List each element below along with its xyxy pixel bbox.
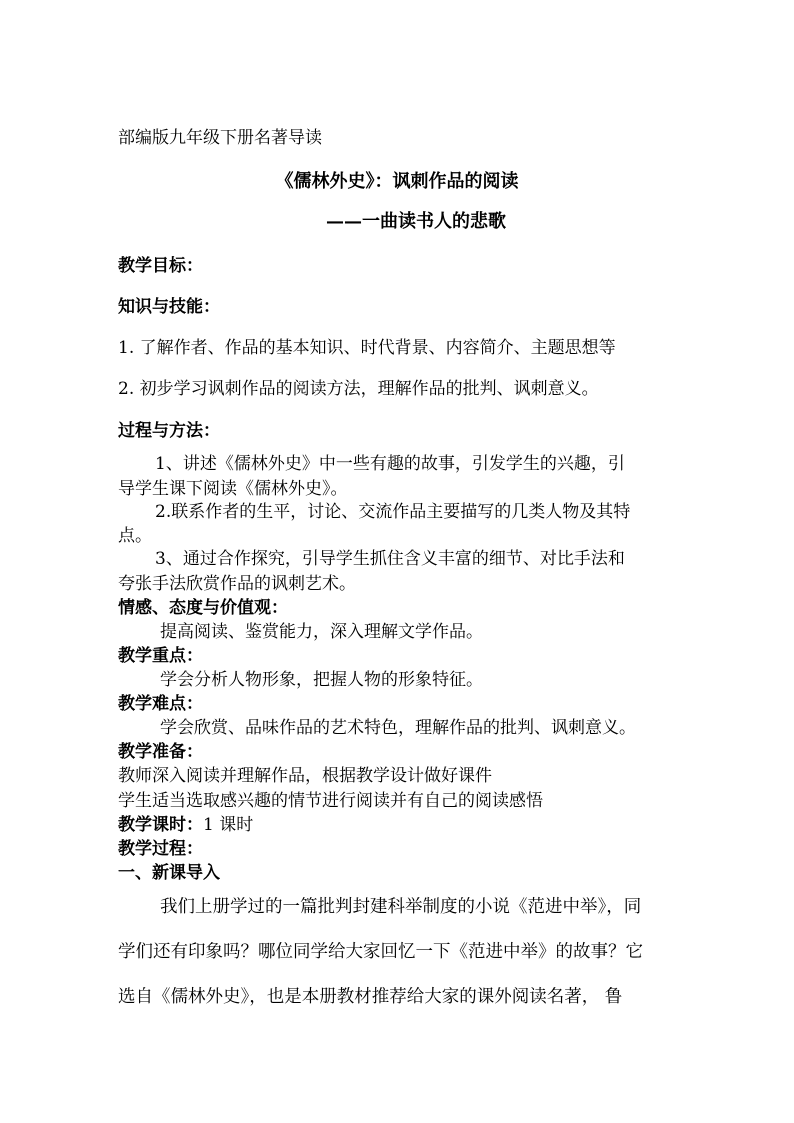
key-points-text: 学会分析人物形象，把握人物的形象特征。: [160, 670, 483, 690]
doc-subtitle: ——一曲读书人的悲歌: [326, 211, 506, 232]
preparation-item-1: 教师深入阅读并理解作品，根据教学设计做好课件: [118, 766, 492, 786]
doc-title: 《儒林外史》：讽刺作品的阅读: [275, 171, 519, 192]
difficulty-text: 学会欣赏、品味作品的艺术特色，理解作品的批判、讽刺意义。: [160, 718, 636, 738]
class-hours-row: [118, 814, 253, 836]
heading-key-points: 教学重点：: [118, 646, 203, 666]
heading-section-1: 一、新课导入: [118, 863, 220, 883]
preparation-item-2: 学生适当选取感兴趣的情节进行阅读并有自己的阅读感悟: [118, 791, 543, 811]
heading-procedure: 教学过程：: [118, 839, 203, 859]
intro-paragraph-line-3: 选自《儒林外史》，也是本册教材推荐给大家的课外阅读名著， 鲁: [118, 987, 623, 1007]
heading-knowledge: 知识与技能：: [118, 297, 220, 317]
process-item-1-line-1: 1、讲述《儒林外史》中一些有趣的故事，引发学生的兴趣，引: [155, 454, 625, 474]
doc-header: 部编版九年级下册名著导读: [118, 128, 322, 148]
class-hours-label: 教学课时：: [118, 815, 203, 835]
process-item-2-line-2: 点。: [118, 526, 152, 546]
emotion-text: 提高阅读、鉴赏能力，深入理解文学作品。: [160, 622, 483, 642]
process-item-1-line-2: 导学生课下阅读《儒林外史》。: [118, 479, 348, 499]
intro-paragraph-line-2: 学们还有印象吗？哪位同学给大家回忆一下《范进中举》的故事？它: [118, 942, 643, 962]
heading-process: 过程与方法：: [118, 421, 220, 441]
heading-difficulty: 教学难点：: [118, 694, 203, 714]
knowledge-item-2: 2. 初步学习讽刺作品的阅读方法，理解作品的批判、讽刺意义。: [118, 379, 599, 399]
class-hours-value: 1 课时: [203, 815, 254, 835]
process-item-3-line-2: 夸张手法欣赏作品的讽刺艺术。: [118, 574, 356, 594]
knowledge-item-1: 1. 了解作者、作品的基本知识、时代背景、内容简介、主题思想等: [118, 338, 616, 358]
heading-emotion: 情感、态度与价值观：: [118, 598, 288, 618]
intro-paragraph-line-1: 我们上册学过的一篇批判封建科举制度的小说《范进中举》，同: [160, 897, 642, 917]
process-item-3-line-1: 3、通过合作探究，引导学生抓住含义丰富的细节、对比手法和: [155, 549, 625, 569]
heading-goals: 教学目标：: [118, 256, 203, 276]
heading-preparation: 教学准备：: [118, 742, 203, 762]
process-item-2-line-1: 2.联系作者的生平，讨论、交流作品主要描写的几类人物及其特: [155, 502, 631, 522]
